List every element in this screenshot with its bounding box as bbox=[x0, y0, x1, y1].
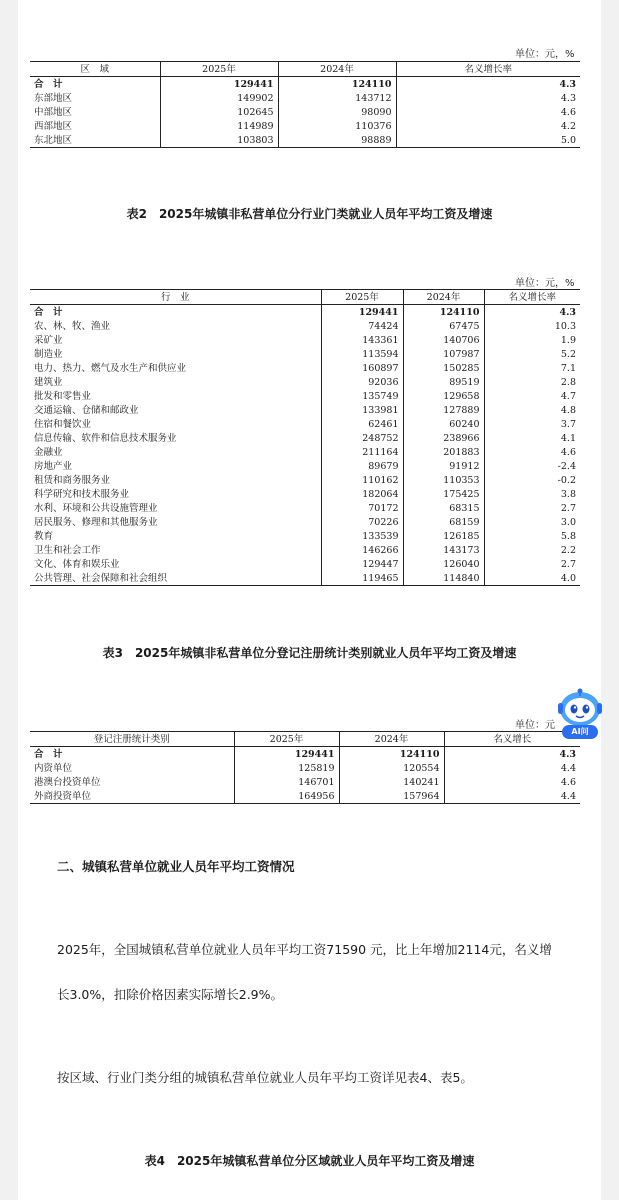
table-cell: 140706 bbox=[403, 333, 484, 347]
table-cell: 129441 bbox=[321, 305, 403, 320]
table-cell: 文化、体育和娱乐业 bbox=[34, 558, 120, 570]
table-cell: 124110 bbox=[339, 747, 444, 762]
table-cell: 74424 bbox=[321, 319, 403, 333]
table-cell: 120554 bbox=[339, 761, 444, 775]
table-cell: 211164 bbox=[321, 445, 403, 459]
table-cell: 70172 bbox=[321, 501, 403, 515]
table-cell: 92036 bbox=[321, 375, 403, 389]
table-cell: 67475 bbox=[403, 319, 484, 333]
table-cell: -2.4 bbox=[484, 459, 580, 473]
table-cell: 金融业 bbox=[34, 446, 63, 458]
table-cell: 港澳台投资单位 bbox=[34, 776, 101, 788]
table-cell: 68159 bbox=[403, 515, 484, 529]
table-row bbox=[30, 319, 580, 333]
table-cell: 110162 bbox=[321, 473, 403, 487]
table-cell: 135749 bbox=[321, 389, 403, 403]
column-header: 区 域 bbox=[30, 62, 160, 77]
table-cell: 合 计 bbox=[34, 748, 63, 760]
table-cell: 201883 bbox=[403, 445, 484, 459]
table-cell: 交通运输、仓储和邮政业 bbox=[34, 404, 139, 416]
table-cell: 房地产业 bbox=[34, 460, 73, 472]
table-row bbox=[30, 459, 580, 473]
table-cell: 5.8 bbox=[484, 529, 580, 543]
table-cell: 114840 bbox=[403, 571, 484, 586]
table-row bbox=[30, 571, 580, 586]
table-cell: 89519 bbox=[403, 375, 484, 389]
table-cell: 102645 bbox=[160, 105, 278, 119]
table-cell: 5.2 bbox=[484, 347, 580, 361]
table-cell: 4.3 bbox=[484, 305, 580, 320]
table-cell: 1.9 bbox=[484, 333, 580, 347]
table-cell: 125819 bbox=[234, 761, 339, 775]
table-row bbox=[30, 91, 580, 105]
table1-unit: 单位：元，% bbox=[515, 49, 575, 60]
table-row bbox=[30, 417, 580, 431]
table-header-row bbox=[30, 732, 580, 747]
column-header: 行 业 bbox=[30, 290, 321, 305]
table-cell: 5.0 bbox=[396, 133, 580, 148]
table-cell: 103803 bbox=[160, 133, 278, 148]
table-cell: 科学研究和技术服务业 bbox=[34, 488, 130, 500]
column-header: 2025年 bbox=[234, 732, 339, 747]
table-cell: 2.8 bbox=[484, 375, 580, 389]
table-cell: 160897 bbox=[321, 361, 403, 375]
table-cell: 133539 bbox=[321, 529, 403, 543]
table-cell: 98090 bbox=[278, 105, 396, 119]
table-cell: 110376 bbox=[278, 119, 396, 133]
table-row bbox=[30, 445, 580, 459]
table-cell: 164956 bbox=[234, 789, 339, 804]
table-cell: 东部地区 bbox=[34, 92, 73, 104]
table-cell: 107987 bbox=[403, 347, 484, 361]
column-header: 2025年 bbox=[321, 290, 403, 305]
table-row bbox=[30, 761, 580, 775]
table-row bbox=[30, 487, 580, 501]
ai-assistant-label: AI问 bbox=[562, 725, 598, 739]
table-cell: 129441 bbox=[234, 747, 339, 762]
table-cell: 4.3 bbox=[444, 747, 580, 762]
table-cell: 124110 bbox=[403, 305, 484, 320]
table-cell: 98889 bbox=[278, 133, 396, 148]
table-cell: 采矿业 bbox=[34, 334, 63, 346]
table-row bbox=[30, 375, 580, 389]
table-cell: 内资单位 bbox=[34, 762, 73, 774]
table-cell: 7.1 bbox=[484, 361, 580, 375]
table-cell: 4.4 bbox=[444, 789, 580, 804]
table-cell: -0.2 bbox=[484, 473, 580, 487]
table-cell: 150285 bbox=[403, 361, 484, 375]
table-row bbox=[30, 529, 580, 543]
table-cell: 10.3 bbox=[484, 319, 580, 333]
table-cell: 129447 bbox=[321, 557, 403, 571]
table-row bbox=[30, 133, 580, 148]
table1-region-wages bbox=[30, 61, 580, 148]
table-cell: 114989 bbox=[160, 119, 278, 133]
table-cell: 89679 bbox=[321, 459, 403, 473]
table-row bbox=[30, 347, 580, 361]
table-cell: 教育 bbox=[34, 530, 54, 542]
section2-paragraph-line2: 长3.0%，扣除价格因素实际增长2.9%。 bbox=[57, 987, 284, 1002]
table-cell: 4.0 bbox=[484, 571, 580, 586]
column-header: 名义增长率 bbox=[396, 62, 580, 77]
table-cell: 157964 bbox=[339, 789, 444, 804]
table-row bbox=[30, 473, 580, 487]
table2-unit: 单位：元，% bbox=[515, 278, 575, 289]
table-cell: 2.7 bbox=[484, 557, 580, 571]
table-header-row bbox=[30, 290, 580, 305]
table-cell: 146266 bbox=[321, 543, 403, 557]
table-cell: 60240 bbox=[403, 417, 484, 431]
table-cell: 140241 bbox=[339, 775, 444, 789]
table-cell: 4.8 bbox=[484, 403, 580, 417]
table-cell: 248752 bbox=[321, 431, 403, 445]
table-cell: 住宿和餐饮业 bbox=[34, 418, 92, 430]
table-row bbox=[30, 361, 580, 375]
table-row bbox=[30, 515, 580, 529]
table-cell: 4.1 bbox=[484, 431, 580, 445]
section2-heading: 二、城镇私营单位就业人员年平均工资情况 bbox=[57, 859, 295, 874]
table-cell: 126040 bbox=[403, 557, 484, 571]
column-header: 2024年 bbox=[403, 290, 484, 305]
table-cell: 70226 bbox=[321, 515, 403, 529]
table-cell: 公共管理、社会保障和社会组织 bbox=[34, 572, 168, 584]
table-cell: 租赁和商务服务业 bbox=[34, 474, 111, 486]
table-row bbox=[30, 333, 580, 347]
table-cell: 制造业 bbox=[34, 348, 63, 360]
table-cell: 居民服务、修理和其他服务业 bbox=[34, 516, 158, 528]
table-cell: 西部地区 bbox=[34, 120, 73, 132]
table-cell: 中部地区 bbox=[34, 106, 73, 118]
table-cell: 批发和零售业 bbox=[34, 390, 92, 402]
table-cell: 建筑业 bbox=[34, 376, 63, 388]
table-row bbox=[30, 543, 580, 557]
table-row bbox=[30, 431, 580, 445]
table-row bbox=[30, 403, 580, 417]
table-cell: 外商投资单位 bbox=[34, 790, 92, 802]
table-cell: 129658 bbox=[403, 389, 484, 403]
table-cell: 175425 bbox=[403, 487, 484, 501]
table-cell: 农、林、牧、渔业 bbox=[34, 320, 111, 332]
table-cell: 4.3 bbox=[396, 77, 580, 92]
column-header: 2025年 bbox=[160, 62, 278, 77]
column-header: 2024年 bbox=[339, 732, 444, 747]
table-cell: 143712 bbox=[278, 91, 396, 105]
page-gutter-left bbox=[0, 0, 18, 1200]
table-cell: 143173 bbox=[403, 543, 484, 557]
table-total-row bbox=[30, 305, 580, 320]
table-cell: 水利、环境和公共设施管理业 bbox=[34, 502, 158, 514]
table2-industry-wages bbox=[30, 289, 580, 586]
table-row bbox=[30, 389, 580, 403]
table-cell: 182064 bbox=[321, 487, 403, 501]
table-cell: 143361 bbox=[321, 333, 403, 347]
table-cell: 4.4 bbox=[444, 761, 580, 775]
table4-title: 表4 2025年城镇私营单位分区域就业人员年平均工资及增速 bbox=[144, 1154, 475, 1168]
table-cell: 4.2 bbox=[396, 119, 580, 133]
table-row bbox=[30, 119, 580, 133]
table-row bbox=[30, 501, 580, 515]
table-cell: 4.3 bbox=[396, 91, 580, 105]
column-header: 名义增长 bbox=[444, 732, 580, 747]
table-cell: 124110 bbox=[278, 77, 396, 92]
table-cell: 91912 bbox=[403, 459, 484, 473]
column-header: 2024年 bbox=[278, 62, 396, 77]
table-cell: 119465 bbox=[321, 571, 403, 586]
table-header-row bbox=[30, 62, 580, 77]
table-cell: 合 计 bbox=[34, 78, 63, 90]
table-cell: 4.7 bbox=[484, 389, 580, 403]
table-cell: 146701 bbox=[234, 775, 339, 789]
table-cell: 电力、热力、燃气及水生产和供应业 bbox=[34, 362, 187, 374]
table-row bbox=[30, 557, 580, 571]
table-cell: 62461 bbox=[321, 417, 403, 431]
table-cell: 合 计 bbox=[34, 306, 63, 318]
table3-registration-wages bbox=[30, 731, 580, 804]
table-cell: 2.7 bbox=[484, 501, 580, 515]
page-gutter-right bbox=[601, 0, 619, 1200]
table-cell: 4.6 bbox=[444, 775, 580, 789]
table-cell: 133981 bbox=[321, 403, 403, 417]
table-cell: 4.6 bbox=[484, 445, 580, 459]
table-cell: 110353 bbox=[403, 473, 484, 487]
table-cell: 3.0 bbox=[484, 515, 580, 529]
table-cell: 卫生和社会工作 bbox=[34, 544, 101, 556]
section2-paragraph2: 按区域、行业门类分组的城镇私营单位就业人员年平均工资详见表4、表5。 bbox=[57, 1070, 473, 1085]
table-cell: 信息传输、软件和信息技术服务业 bbox=[34, 432, 177, 444]
table2-title: 表2 2025年城镇非私营单位分行业门类就业人员年平均工资及增速 bbox=[126, 207, 493, 221]
table3-unit: 单位：元 bbox=[515, 720, 555, 731]
table-cell: 东北地区 bbox=[34, 134, 73, 146]
section2-paragraph-line1: 2025年，全国城镇私营单位就业人员年平均工资71590 元，比上年增加2114元，名义增 bbox=[57, 942, 552, 957]
table-cell: 2.2 bbox=[484, 543, 580, 557]
table-cell: 127889 bbox=[403, 403, 484, 417]
table-row bbox=[30, 789, 580, 804]
column-header: 名义增长率 bbox=[484, 290, 580, 305]
column-header: 登记注册统计类别 bbox=[30, 732, 234, 747]
table-row bbox=[30, 775, 580, 789]
table-cell: 129441 bbox=[160, 77, 278, 92]
table-total-row bbox=[30, 77, 580, 92]
table3-title: 表3 2025年城镇非私营单位分登记注册统计类别就业人员年平均工资及增速 bbox=[102, 646, 517, 660]
table-cell: 3.8 bbox=[484, 487, 580, 501]
table-cell: 238966 bbox=[403, 431, 484, 445]
ai-assistant-button[interactable] bbox=[554, 687, 606, 751]
table-cell: 68315 bbox=[403, 501, 484, 515]
table-cell: 3.7 bbox=[484, 417, 580, 431]
table-row bbox=[30, 105, 580, 119]
table-cell: 4.6 bbox=[396, 105, 580, 119]
table-cell: 126185 bbox=[403, 529, 484, 543]
table-total-row bbox=[30, 747, 580, 762]
table-cell: 149902 bbox=[160, 91, 278, 105]
table-cell: 113594 bbox=[321, 347, 403, 361]
